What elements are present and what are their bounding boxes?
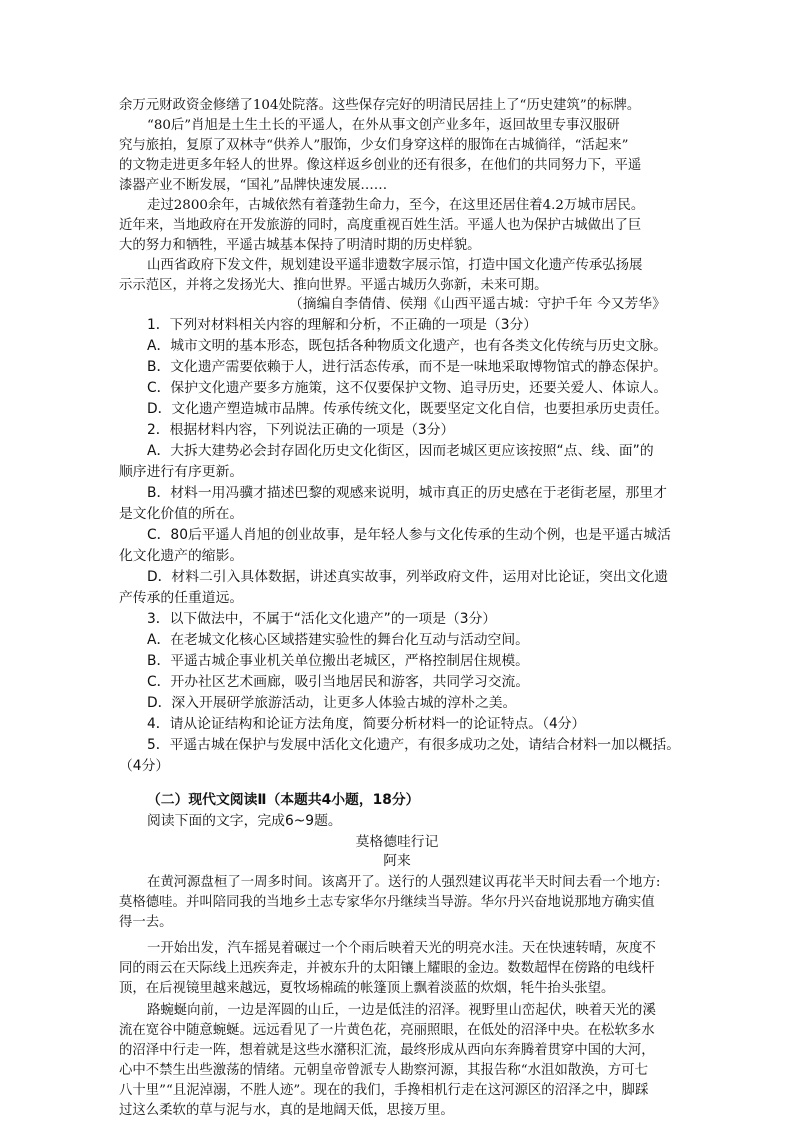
question-2-option-c-line-2: 化文化遗产的缩影。 xyxy=(119,548,244,564)
question-1-option-d: D．文化遗产塑造城市品牌。传承传统文化，既要坚定文化自信，也要担承历史责任。 xyxy=(147,401,669,417)
article1-line-1: 余万元财政资金修缮了104处院落。这些保存完好的明清民居挂上了“历史建筑”的标牌。 xyxy=(119,98,641,113)
question-1-option-b: B．文化遗产需要依赖于人，进行活态传承，而不是一味地采取博物馆式的静态保护。 xyxy=(147,359,667,375)
question-3-option-d: D．深入开展研学旅游活动，让更多人体验古城的淳朴之美。 xyxy=(147,695,517,711)
question-2-option-a-line-1: A．大拆大建势必会封存固化历史文化街区，因而老城区更应该按照“点、线、面”的 xyxy=(147,443,654,459)
question-1: 1．下列对材料相关内容的理解和分析，不正确的一项是（3分） xyxy=(147,317,538,333)
article2-line-1: 在黄河源盘桓了一周多时间。该离开了。送行的人强烈建议再花半天时间去看一个地方: xyxy=(147,875,661,890)
question-3-option-a: A．在老城文化核心区域搭建实验性的舞台化互动与活动空间。 xyxy=(147,632,529,648)
article1-line-4: 的文物走进更多年轻人的世界。像这样返乡创业的还有很多，在他们的共同努力下，平遥 xyxy=(119,158,642,173)
question-2-option-a-line-2: 顺序进行有序更新。 xyxy=(119,464,244,480)
article-title: 莫格德哇行记 xyxy=(355,834,439,850)
article2-line-4: 一开始出发，汽车摇晃着碾过一个个雨后映着天光的明亮水洼。天在快速转晴，灰度不 xyxy=(147,941,656,956)
question-1-option-c: C．保护文化遗产要多方施策，这不仅要保护文物、追寻历史，还要关爱人、体谅人。 xyxy=(147,380,668,396)
section-instruction: 阅读下面的文字，完成6~9题。 xyxy=(147,813,342,829)
article1-line-8: 大的努力和牺牲，平遥古城基本保持了明清时期的历史样貌。 xyxy=(119,238,481,253)
question-2-option-b-line-2: 是文化价值的所在。 xyxy=(119,506,244,522)
question-3-option-c: C．开办社区艺术画廊，吸引当地居民和游客，共同学习交流。 xyxy=(147,674,530,690)
article2-line-7: 路蜿蜒向前，一边是浑圆的山丘，一边是低洼的沼泽。视野里山峦起伏，映着天光的溪 xyxy=(147,1003,656,1018)
article2-line-9: 的沼泽中行走一阵，想着就是这些水潴积汇流，最终形成从西向东奔腾着贯穿中国的大河， xyxy=(119,1043,655,1058)
question-4: 4．请从论证结构和论证方法角度，简要分析材料一的论证特点。（4分） xyxy=(147,716,586,732)
question-2-option-d-line-1: D．材料二引入具体数据，讲述真实故事，列举政府文件，运用对比论证，突出文化遗 xyxy=(147,569,669,585)
article2-line-3: 得一去。 xyxy=(119,915,173,930)
question-2-option-b-line-1: B．材料一用冯骥才描述巴黎的观感来说明，城市真正的历史感在于老街老屋，那里才 xyxy=(147,485,667,501)
article-author: 阿来 xyxy=(383,853,411,869)
article1-line-5: 漆器产业不断发展，“国礼”品牌快速发展…… xyxy=(119,178,388,193)
article2-line-12: 过这么柔软的草与泥与水，真的是地阔天低，思接万里。 xyxy=(119,1103,454,1118)
question-1-option-a: A．城市文明的基本形态，既包括各种物质文化遗产，也有各类文化传统与历史文脉。 xyxy=(147,338,667,354)
question-3-option-b: B．平遥古城企事业机关单位搬出老城区，严格控制居住规模。 xyxy=(147,653,529,669)
article2-line-2: 莫格德哇。并叫陪同我的当地乡土志专家华尔丹继续当导游。华尔丹兴奋地说那地方确实值 xyxy=(119,895,655,910)
question-3: 3．以下做法中，不属于“活化文化遗产”的一项是（3分） xyxy=(147,611,497,627)
section-heading: （二）现代文阅读Ⅱ（本题共4小题，18分） xyxy=(147,792,420,808)
article2-line-11: 八十里”“且泥淖溺，不胜人迹”。现在的我们，手搀相机行走在这河源区的沼泽之中，脚踩 xyxy=(119,1083,649,1098)
article1-line-3: 究与旅拍，复原了双林寺“供养人”服饰，少女们身穿这样的服饰在古城徜徉，“活起来” xyxy=(119,138,629,153)
question-5-line-1: 5．平遥古城在保护与发展中活化文化遗产，有很多成功之处，请结合材料一加以概括。 xyxy=(147,737,681,753)
question-5-line-2: （4分） xyxy=(119,758,170,774)
article2-line-6: 顶，在后视镜里越来越远，夏牧场棉疏的帐篷顶上飘着淡蓝的炊烟，牦牛抬头张望。 xyxy=(119,981,615,996)
article1-line-2: “80后”肖旭是土生土长的平遥人，在外从事文创产业多年，返回故里专事汉服研 xyxy=(147,118,620,133)
article2-line-8: 流在宽谷中随意蜿蜒。远远看见了一片黄色花，亮丽照眼，在低处的沼泽中央。在松软多水 xyxy=(119,1023,655,1038)
article2-line-5: 同的雨云在天际线上迅疾奔走，并被东升的太阳镶上耀眼的金边。数数超悍在傍路的电线杆 xyxy=(119,961,655,976)
article1-line-6: 走过2800余年，古城依然有着蓬勃生命力，至今，在这里还居住着4.2万城市居民。 xyxy=(147,198,645,213)
question-2: 2．根据材料内容，下列说法正确的一项是（3分） xyxy=(147,422,455,438)
question-2-option-c-line-1: C．80后平遥人肖旭的创业故事，是年轻人参与文化传承的生动个例，也是平遥古城活 xyxy=(147,527,671,543)
article2-line-10: 心中不禁生出些激荡的情绪。元朝皇帝曾派专人勘察河源，其报告称“水沮如散涣，方可七 xyxy=(119,1063,649,1078)
question-2-option-d-line-2: 产传承的任重道远。 xyxy=(119,590,244,606)
article1-source: （摘编自李倩倩、侯翔《山西平遥古城：守护千年 今又芳华》 xyxy=(289,296,666,312)
article1-line-10: 示示范区，并将之发扬光大、推向世界。平遥古城历久弥新，未来可期。 xyxy=(119,278,548,293)
article1-line-7: 近年来，当地政府在开发旅游的同时，高度重视百姓生活。平遥人也为保护古城做出了巨 xyxy=(119,218,642,233)
article1-line-9: 山西省政府下发文件，规划建设平遥非遗数字展示馆，打造中国文化遗产传承弘扬展 xyxy=(147,258,643,273)
